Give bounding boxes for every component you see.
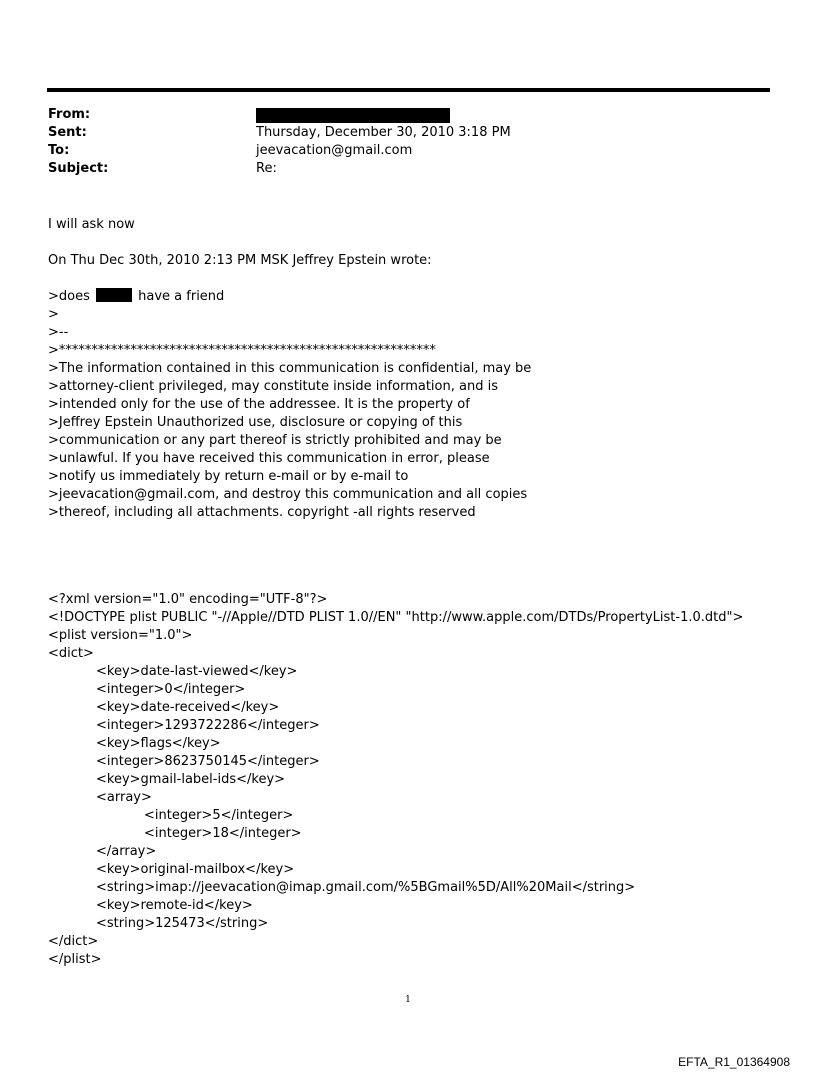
quote-line: >unlawful. If you have received this communication in error, please — [48, 451, 490, 466]
xml-line: <plist version="1.0"> — [48, 628, 193, 643]
xml-line: <key>flags</key> — [96, 736, 221, 751]
xml-line: <array> — [96, 790, 152, 805]
xml-line: <dict> — [48, 646, 94, 661]
plist-metadata — [48, 591, 743, 969]
quote-line: >attorney-client privileged, may constitute inside information, and is — [48, 379, 498, 394]
to-label: To: — [48, 143, 70, 158]
quote-line: >-- — [48, 325, 69, 340]
from-label: From: — [48, 107, 91, 122]
page-number: 1 — [405, 995, 411, 1005]
xml-line: <key>date-last-viewed</key> — [96, 664, 298, 679]
quote-line: >communication or any part thereof is strictly prohibited and may be — [48, 433, 502, 448]
email-header — [48, 106, 748, 178]
subject-value: Re: — [256, 161, 277, 176]
xml-line: <integer>0</integer> — [96, 682, 246, 697]
to-row — [48, 142, 748, 160]
quote-line: >intended only for the use of the addressee. It is the property of — [48, 397, 470, 412]
redaction-bar — [256, 108, 450, 123]
xml-line: <?xml version="1.0" encoding="UTF-8"?> — [48, 592, 328, 607]
quote-line: >thereof, including all attachments. copyright -all rights reserved — [48, 505, 476, 520]
xml-line: <string>imap://jeevacation@imap.gmail.com/%5BGmail%5D/All%20Mail</string> — [96, 880, 636, 895]
quote-line: > — [48, 307, 59, 322]
subject-label: Subject: — [48, 161, 109, 176]
quote-line — [48, 288, 531, 306]
xml-line: <key>original-mailbox</key> — [96, 862, 295, 877]
reply-text: I will ask now — [48, 217, 135, 232]
subject-row — [48, 160, 748, 178]
from-row — [48, 106, 748, 124]
sent-label: Sent: — [48, 125, 87, 140]
xml-line: <!DOCTYPE plist PUBLIC "-//Apple//DTD PLIST 1.0//EN" "http://www.apple.com/DTDs/PropertyList-1.0.dtd"> — [48, 610, 744, 625]
xml-line: <key>date-received</key> — [96, 700, 280, 715]
sent-value: Thursday, December 30, 2010 3:18 PM — [256, 125, 511, 140]
xml-line: <integer>5</integer> — [144, 808, 294, 823]
redaction-bar — [96, 288, 132, 302]
quote-text: have a friend — [134, 289, 225, 304]
attribution-line: On Thu Dec 30th, 2010 2:13 PM MSK Jeffrey Epstein wrote: — [48, 253, 432, 268]
xml-line: <integer>1293722286</integer> — [96, 718, 320, 733]
quote-line: >notify us immediately by return e-mail or by e-mail to — [48, 469, 409, 484]
xml-line: <string>125473</string> — [96, 916, 269, 931]
xml-line: </array> — [96, 844, 157, 859]
xml-line: </plist> — [48, 952, 102, 967]
quoted-message — [48, 288, 531, 522]
quote-text: >does — [48, 289, 95, 304]
xml-line: <integer>18</integer> — [144, 826, 302, 841]
xml-line: <key>remote-id</key> — [96, 898, 253, 913]
quote-line: >Jeffrey Epstein Unauthorized use, disclosure or copying of this — [48, 415, 463, 430]
quote-line: >The information contained in this communication is confidential, may be — [48, 361, 532, 376]
sent-row — [48, 124, 748, 142]
xml-line: <integer>8623750145</integer> — [96, 754, 320, 769]
quote-line: >********************************************************** — [48, 343, 436, 358]
xml-line: <key>gmail-label-ids</key> — [96, 772, 286, 787]
to-value: jeevacation@gmail.com — [256, 143, 413, 158]
bates-number: EFTA_R1_01364908 — [678, 1055, 790, 1069]
quote-line: >jeevacation@gmail.com, and destroy this communication and all copies — [48, 487, 528, 502]
xml-line: </dict> — [48, 934, 99, 949]
header-rule — [47, 88, 770, 92]
